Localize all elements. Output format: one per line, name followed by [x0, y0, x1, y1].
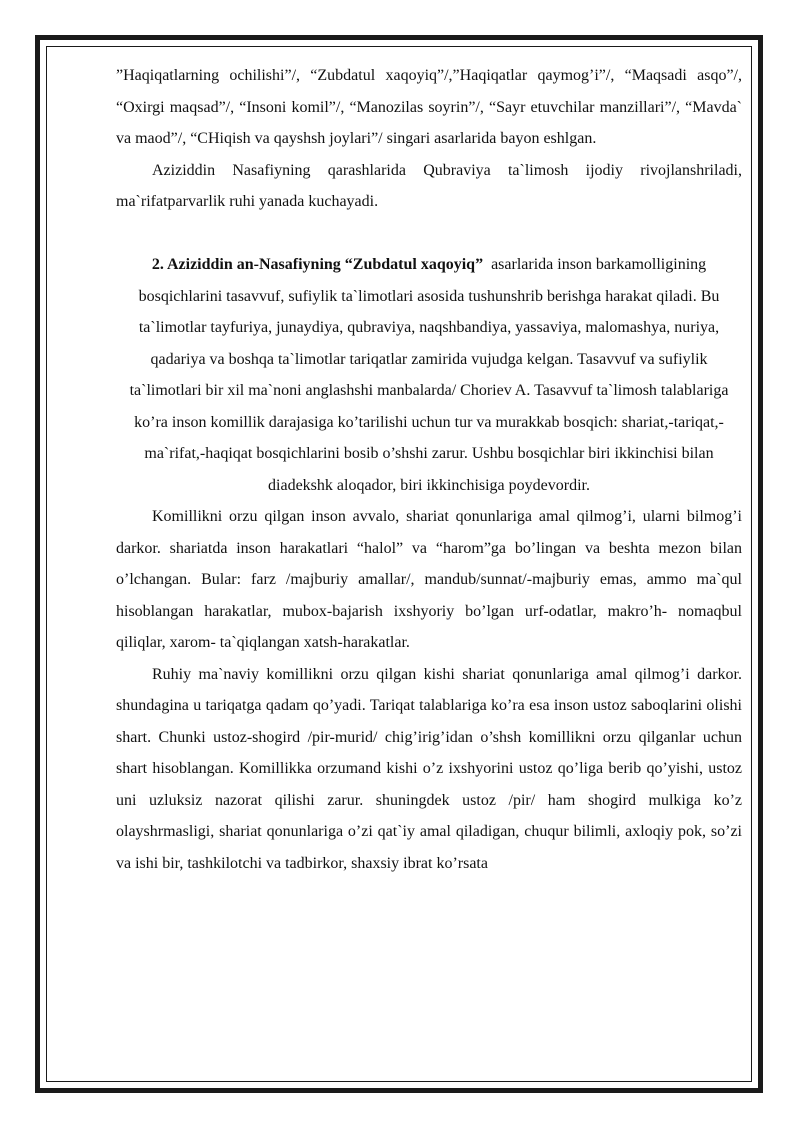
document-body: [116, 60, 742, 879]
paragraph-qubraviya: Aziziddin Nasafiyning qarashlarida Qubraviya ta`limosh ijodiy rivojlanshriladi, ma`rifatparvarlik ruhi yanada kuchayadi.: [116, 161, 742, 210]
section-body: asarlarida inson barkamolligining bosqichlarini tasavvuf, sufiylik ta`limotlari asosida tushunshrib berishga harakat qiladi. Bu ta`limotlar tayfuriya, junaydiya, qubraviya, naqshbandiya, yassaviya, malomashya, nuriya, qadariya va boshqa ta`limotlar tariqatlar zamirida vujudga kelgan. Tasavvuf va sufiylik ta`limotlari bir xil ma`noni anglashshi manbalarda/ Choriev A. Tasavvuf ta`limosh talablariga ko’ra inson komillik darajasiga ko’tarilishi uchun tur va murakkab bosqich: shariat,-tariqat,-ma`rifat,-haqiqat bosqichlarini bosib o’shshi zarur. Ushbu bosqichlar biri ikkinchisi bilan diadekshk aloqador, biri ikkinchisiga poydevordir.: [129, 256, 729, 494]
section-2: [116, 249, 742, 501]
blank-line: [116, 218, 742, 250]
paragraph-shariat: Komillikni orzu qilgan inson avvalo, shariat qonunlariga amal qilmog’i, ularni bilmog’i darkor. shariatda inson harakatlari “halol” va “harom”ga bo’lingan va beshta mezon bilan o’lchangan. Bular: farz /majburiy amallar/, mandub/sunnat/-majburiy emas, ammo ma`qul hisoblangan harakatlar, mubox-bajarish ixshyoriy bo’lgan urf-odatlar, makro’h- nomaqbul qiliqlar, xarom- ta`qiqlangan xatsh-harakatlar.: [116, 508, 742, 651]
paragraph-tariqat: Ruhiy ma`naviy komillikni orzu qilgan kishi shariat qonunlariga amal qilmog’i darkor. shundagina u tariqatga qadam qo’yadi. Tariqat talablariga ko’ra esa inson ustoz saboqlarini olishi shart. Chunki ustoz-shogird /pir-murid/ chig’irig’idan o’shsh komillikni orzu qilganlar uchun shart hisoblangan. Komillikka orzumand kishi o’z ixshyorini ustoz qo’liga berib qo’yishi, ustoz uni uzluksiz nazorat qilishi zarur. shuningdek ustoz /pir/ ham shogird mulkiga ko’z olayshrmasligi, shariat qonunlariga o’zi qat`iy amal qiladigan, chuqur bilimli, axloqiy pok, so’zi va ishi bir, tashkilotchi va tadbirkor, shaxsiy ibrat ko’rsata: [116, 665, 742, 872]
paragraph-works-list: ”Haqiqatlarning ochilishi”/, “Zubdatul xaqoyiq”/,”Haqiqatlar qaymog’i”/, “Maqsadi asqo”/, “Oxirgi maqsad”/, “Insoni komil”/, “Manozilas soyrin”/, “Sayr etuvchilar manzillari”/, “Mavda` va maod”/, “CHiqish va qayshsh joylari”/ singari asarlarida bayon eshlgan.: [116, 67, 742, 147]
section-heading: 2. Aziziddin an-Nasafiyning “Zubdatul xaqoyiq”: [151, 256, 484, 273]
